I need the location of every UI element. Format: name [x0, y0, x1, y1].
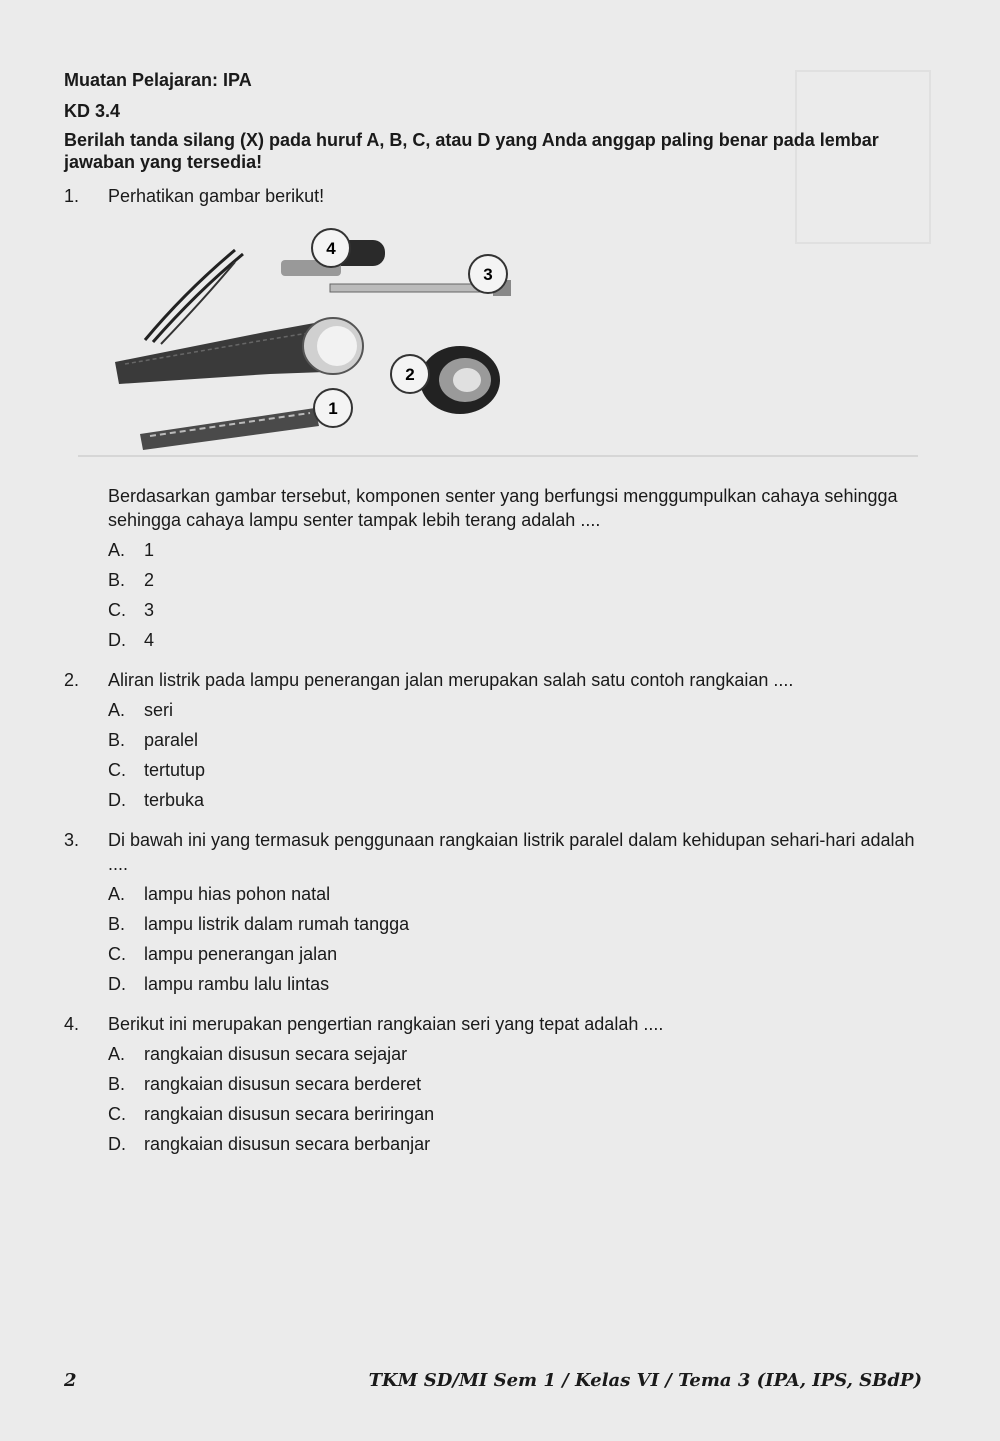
option-letter: B.: [108, 570, 126, 590]
question-4-text: Berikut ini merupakan pengertian rangkaian seri yang tepat adalah ....: [108, 1014, 664, 1034]
option-letter: D.: [108, 1134, 126, 1154]
question-1-option-d[interactable]: [108, 630, 154, 651]
figure-label-1: 1: [328, 399, 338, 418]
question-2-option-d[interactable]: [108, 790, 204, 811]
option-letter: A.: [108, 884, 126, 904]
option-text: paralel: [144, 730, 199, 750]
question-1-number: 1.: [64, 186, 80, 206]
option-text: 4: [144, 630, 155, 650]
option-text: 2: [144, 570, 155, 590]
question-1-intro: Perhatikan gambar berikut!: [108, 186, 325, 206]
flashlight-components-figure: [105, 222, 535, 462]
question-2-number: 2.: [64, 670, 80, 690]
question-4-option-c[interactable]: [108, 1104, 434, 1125]
question-2-option-c[interactable]: [108, 760, 205, 781]
question-2-option-a[interactable]: [108, 700, 173, 721]
instruction-text: Berilah tanda silang (X) pada huruf A, B, C, atau D yang Anda anggap paling benar pada lembar jawaban yang tersedia!: [64, 130, 879, 172]
question-4-option-b[interactable]: [108, 1074, 421, 1095]
option-text: rangkaian disusun secara sejajar: [144, 1044, 408, 1064]
option-letter: C.: [108, 944, 126, 964]
question-3-option-c[interactable]: [108, 944, 337, 965]
flashlight-body: [115, 318, 363, 384]
option-text: 1: [144, 540, 155, 560]
figure-label-2: 2: [405, 365, 415, 384]
footer-title: TKM SD/MI Sem 1 / Kelas VI / Tema 3 (IPA, IPS, SBdP): [368, 1370, 922, 1391]
kd-heading: KD 3.4: [64, 101, 121, 121]
option-text: seri: [144, 700, 174, 720]
option-letter: A.: [108, 1044, 126, 1064]
option-text: rangkaian disusun secara beriringan: [144, 1104, 435, 1124]
option-letter: C.: [108, 600, 126, 620]
question-3-option-b[interactable]: [108, 914, 409, 935]
footer-page-number: 2: [64, 1370, 77, 1391]
question-2-text: Aliran listrik pada lampu penerangan jalan merupakan salah satu contoh rangkaian ....: [108, 670, 794, 690]
option-text: terbuka: [144, 790, 205, 810]
option-text: lampu listrik dalam rumah tangga: [144, 914, 410, 934]
option-letter: A.: [108, 700, 126, 720]
option-text: rangkaian disusun secara berderet: [144, 1074, 422, 1094]
battery-component: [140, 408, 319, 450]
reflector-component: [420, 346, 500, 414]
option-text: lampu penerangan jalan: [144, 944, 338, 964]
question-1-text: Berdasarkan gambar tersebut, komponen senter yang berfungsi menggumpulkan cahaya sehingga sehingga cahaya lampu senter tampak lebih terang adalah ....: [108, 486, 898, 530]
question-1-option-a[interactable]: [108, 540, 154, 561]
question-3-option-a[interactable]: [108, 884, 330, 905]
option-letter: C.: [108, 760, 126, 780]
option-text: lampu rambu lalu lintas: [144, 974, 330, 994]
question-4-option-a[interactable]: [108, 1044, 407, 1065]
option-letter: D.: [108, 974, 126, 994]
option-text: lampu hias pohon natal: [144, 884, 331, 904]
figure-label-3: 3: [483, 265, 493, 284]
option-letter: C.: [108, 1104, 126, 1124]
question-4-number: 4.: [64, 1014, 80, 1034]
question-3-text: Di bawah ini yang termasuk penggunaan rangkaian listrik paralel dalam kehidupan sehari-hari adalah ....: [108, 830, 915, 874]
option-letter: D.: [108, 790, 126, 810]
question-4-option-d[interactable]: [108, 1134, 430, 1155]
option-letter: B.: [108, 914, 126, 934]
option-text: 3: [144, 600, 155, 620]
option-letter: B.: [108, 1074, 126, 1094]
question-3-number: 3.: [64, 830, 80, 850]
option-letter: B.: [108, 730, 126, 750]
option-text: rangkaian disusun secara berbanjar: [144, 1134, 431, 1154]
option-letter: A.: [108, 540, 126, 560]
question-3-option-d[interactable]: [108, 974, 329, 995]
question-1-option-c[interactable]: [108, 600, 154, 621]
option-letter: D.: [108, 630, 126, 650]
question-2-option-b[interactable]: [108, 730, 198, 751]
option-text: tertutup: [144, 760, 206, 780]
figure-label-4: 4: [326, 239, 336, 258]
subject-heading: Muatan Pelajaran: IPA: [64, 70, 252, 90]
question-1-option-b[interactable]: [108, 570, 154, 591]
